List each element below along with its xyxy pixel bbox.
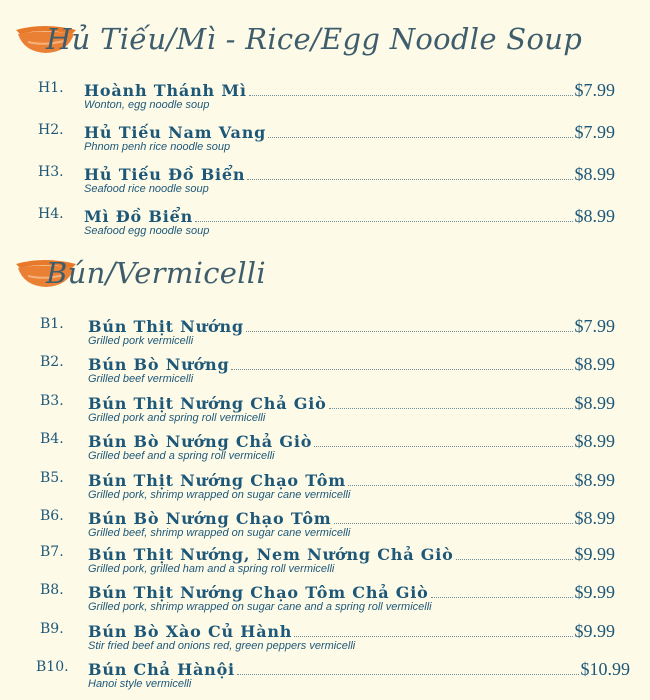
item-name: Hủ Tiếu Nam Vang xyxy=(84,123,267,142)
item-name: Mì Đồ Biển xyxy=(84,207,193,226)
dot-leader xyxy=(249,95,573,96)
item-code: H4. xyxy=(38,206,64,222)
dot-leader xyxy=(348,485,573,486)
dot-leader xyxy=(246,331,573,332)
section-header-noodle-soup xyxy=(14,22,634,62)
item-price: $8.99 xyxy=(574,393,615,413)
menu-item xyxy=(40,354,615,390)
item-code: H2. xyxy=(38,122,64,138)
item-code: B3. xyxy=(40,393,64,409)
menu-item xyxy=(36,659,630,695)
menu-item xyxy=(38,206,615,242)
item-code: B8. xyxy=(40,582,64,598)
item-code: B4. xyxy=(40,431,64,447)
menu-item xyxy=(40,431,615,467)
section-header-vermicelli xyxy=(14,256,634,296)
item-description: Grilled beef, shrimp wrapped on sugar cane vermicelli xyxy=(88,527,351,539)
item-name: Bún Bò Nướng xyxy=(88,355,230,374)
item-code: B9. xyxy=(40,621,64,637)
dot-leader xyxy=(237,674,579,675)
item-description: Wonton, egg noodle soup xyxy=(84,99,210,111)
item-price: $9.99 xyxy=(574,582,615,602)
item-code: B2. xyxy=(40,354,64,370)
item-name: Bún Thịt Nướng Chạo Tôm xyxy=(88,471,346,490)
dot-leader xyxy=(456,559,573,560)
dot-leader xyxy=(334,523,573,524)
item-description: Grilled beef and a spring roll vermicelli xyxy=(88,450,275,462)
item-price: $10.99 xyxy=(580,659,630,679)
item-name: Bún Thịt Nướng, Nem Nướng Chả Giò xyxy=(88,545,454,564)
item-name: Bún Thịt Nướng xyxy=(88,317,244,336)
item-description: Grilled pork and spring roll vermicelli xyxy=(88,412,266,424)
item-price: $8.99 xyxy=(574,431,615,451)
item-price: $9.99 xyxy=(574,544,615,564)
section-title: Hủ Tiếu/Mì - Rice/Egg Noodle Soup xyxy=(46,22,583,56)
dot-leader xyxy=(231,369,572,370)
item-name: Bún Chả Hànội xyxy=(88,660,235,679)
menu-item xyxy=(38,164,615,200)
menu-item xyxy=(40,582,615,618)
item-code: H3. xyxy=(38,164,64,180)
section-title: Bún/Vermicelli xyxy=(46,256,266,290)
item-description: Stir fried beef and onions red, green peppers vermicelli xyxy=(88,640,356,652)
menu-item xyxy=(38,80,615,116)
dot-leader xyxy=(247,179,572,180)
item-description: Grilled pork, grilled ham and a spring roll vermicelli xyxy=(88,563,335,575)
item-description: Hanoi style vermicelli xyxy=(88,678,192,690)
item-name: Bún Bò Nướng Chả Giò xyxy=(88,432,313,451)
menu-item xyxy=(40,621,615,657)
item-price: $7.99 xyxy=(574,122,615,142)
item-name: Hoành Thánh Mì xyxy=(84,81,247,100)
item-description: Grilled pork vermicelli xyxy=(88,335,194,347)
dot-leader xyxy=(329,408,573,409)
item-name: Bún Thịt Nướng Chạo Tôm Chả Giò xyxy=(88,583,429,602)
item-price: $9.99 xyxy=(574,621,615,641)
dot-leader xyxy=(431,597,573,598)
item-name: Bún Bò Nướng Chạo Tôm xyxy=(88,509,332,528)
menu-item xyxy=(40,544,615,580)
dot-leader xyxy=(314,446,572,447)
item-code: H1. xyxy=(38,80,64,96)
item-description: Seafood rice noodle soup xyxy=(84,183,209,195)
item-description: Phnom penh rice noodle soup xyxy=(84,141,231,153)
item-name: Bún Thịt Nướng Chả Giò xyxy=(88,394,327,413)
item-description: Seafood egg noodle soup xyxy=(84,225,210,237)
menu-item xyxy=(40,316,615,352)
dot-leader xyxy=(195,221,573,222)
item-price: $8.99 xyxy=(574,470,615,490)
item-code: B5. xyxy=(40,470,64,486)
item-description: Grilled beef vermicelli xyxy=(88,373,194,385)
item-name: Bún Bò Xào Củ Hành xyxy=(88,622,293,641)
item-price: $8.99 xyxy=(574,164,615,184)
menu-item xyxy=(40,470,615,506)
item-name: Hủ Tiếu Đồ Biển xyxy=(84,165,246,184)
item-code: B10. xyxy=(36,659,69,675)
item-price: $7.99 xyxy=(574,80,615,100)
item-description: Grilled pork, shrimp wrapped on sugar cane and a spring roll vermicelli xyxy=(88,601,432,613)
menu-item xyxy=(40,393,615,429)
item-code: B7. xyxy=(40,544,64,560)
item-description: Grilled pork, shrimp wrapped on sugar cane vermicelli xyxy=(88,489,351,501)
item-price: $8.99 xyxy=(574,508,615,528)
menu-item xyxy=(40,508,615,544)
dot-leader xyxy=(268,137,572,138)
item-price: $7.99 xyxy=(574,316,615,336)
item-price: $8.99 xyxy=(574,354,615,374)
menu-item xyxy=(38,122,615,158)
item-code: B1. xyxy=(40,316,64,332)
item-price: $8.99 xyxy=(574,206,615,226)
dot-leader xyxy=(294,636,572,637)
item-code: B6. xyxy=(40,508,64,524)
